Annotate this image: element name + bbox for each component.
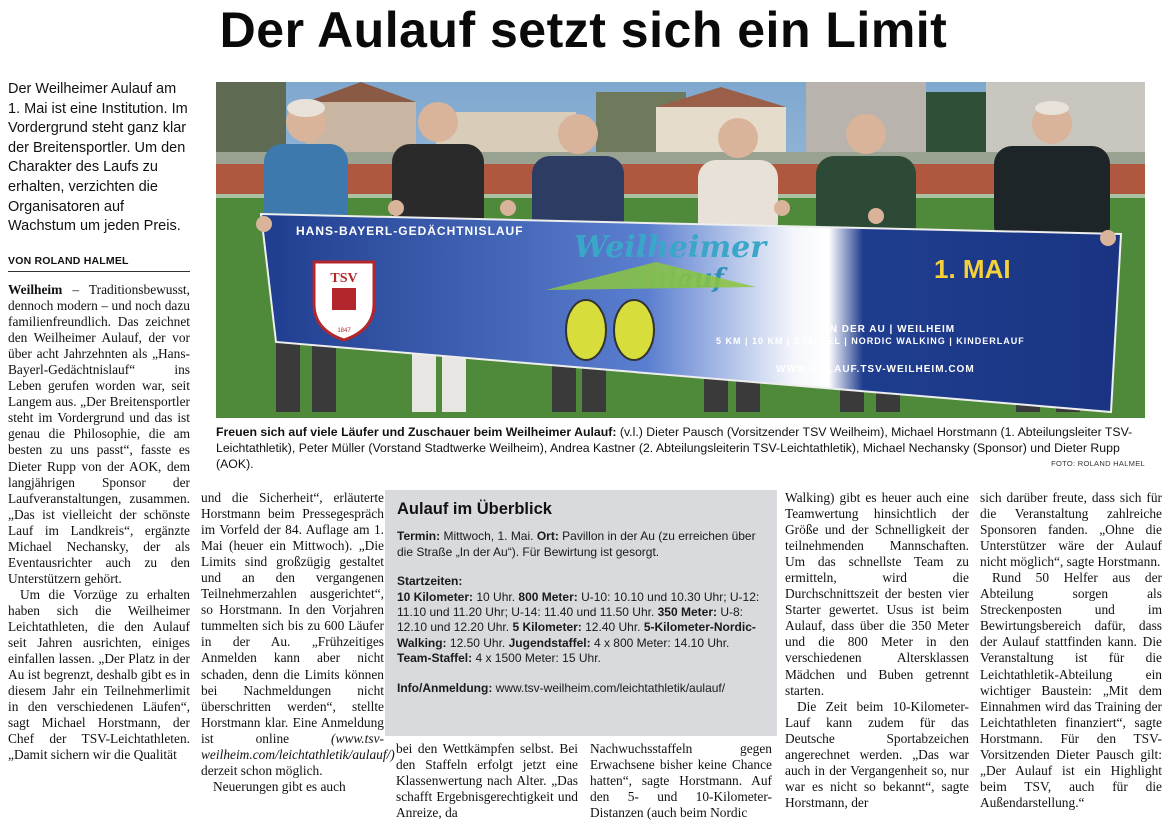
start-4-value: 12.40 Uhr. xyxy=(581,620,644,635)
start-3-label: 350 Meter: xyxy=(657,605,717,620)
dateline: Weilheim xyxy=(8,282,63,297)
info-box-termin xyxy=(397,529,765,560)
start-6-value: 4 x 800 Meter: 14.10 Uhr. xyxy=(590,635,730,650)
col2-paragraph-1-end: derzeit schon möglich. xyxy=(201,762,323,778)
byline: VON ROLAND HALMEL xyxy=(8,255,190,272)
col2-paragraph-1: und die Sicherheit“, erläuterte Horstmann beim Pressegespräch im Vorfeld der 84. Auflage am 1. Mai (heuer ein Mittwoch). „Die Limits sind großzügig gestaltet und an den vergangenen Teilnehmerzahlen ausgerichtet“, so Horstmann. In den Vorjahren tummelten sich bis zu 600 Läufer in der Au. „Frühzeitiges Anmelden kann aber nicht schaden, denn die Limits können bei Nachmeldungen nicht überschritten werden“, stellte Horstmann klar. Eine Anmeldung ist online xyxy=(201,490,384,746)
col2-url: (www.tsv-weilheim.com/leichtathletik/aulauf/) xyxy=(201,730,395,762)
photo-credit: FOTO: ROLAND HALMEL xyxy=(1051,459,1145,468)
article-column-1 xyxy=(8,282,190,763)
info-link[interactable]: www.tsv-weilheim.com/leichtathletik/aulauf/ xyxy=(492,680,726,695)
banner-title-1: Weilheimer xyxy=(574,230,767,265)
info-box-startzeiten xyxy=(397,574,765,666)
banner-disciplines: 5 KM | 10 KM | STAFFEL | NORDIC WALKING | KINDERLAUF xyxy=(716,336,1025,346)
info-box xyxy=(385,490,777,736)
article-column-3: bei den Wettkämpfen selbst. Bei den Staffeln erfolgt jetzt eine Klassenwertung nach Alter. „Das schafft Ergebnisgerechtigkeit und Anreize, da xyxy=(396,741,578,821)
logo-text: TSV xyxy=(330,271,358,286)
col6-paragraph-1: sich darüber freute, dass sich für die Veranstaltung zahlreiche Sponsoren fanden. „Ohne die Unterstützer wäre der Aulauf nicht möglich“, sagte Horstmann. xyxy=(980,490,1162,570)
ort-label: Ort: xyxy=(536,529,559,544)
photo-illustration xyxy=(216,82,1145,418)
start-5-label: 5-Kilometer-Nordic-Walking: xyxy=(397,620,756,650)
banner-date: 1. MAI xyxy=(934,254,1011,284)
headline: Der Aulauf setzt sich ein Limit xyxy=(219,2,948,58)
banner-url: WWW.AULAUF.TSV-WEILHEIM.COM xyxy=(776,364,975,375)
startzeiten-label: Startzeiten: xyxy=(397,574,463,589)
teaser: Der Weilheimer Aulauf am 1. Mai ist eine Institution. Im Vordergrund steht ganz klar der Breitensportler. Um den Charakter des Laufs zu erhalten, verzichten die Organisatoren auf Wachstum um jeden Preis. xyxy=(8,81,188,235)
info-label: Info/Anmeldung: xyxy=(397,680,493,695)
info-box-title: Aulauf im Überblick xyxy=(397,500,552,518)
banner-event-text: HANS-BAYERL-GEDÄCHTNISLAUF xyxy=(296,224,524,238)
article-column-6 xyxy=(980,490,1162,811)
ort-value: Pavillon in der Au (zu erreichen über die Straße „In der Au“). Für Bewirtung ist gesorgt. xyxy=(397,529,756,559)
start-1-label: 10 Kilometer: xyxy=(397,589,474,604)
termin-label: Termin: xyxy=(397,529,441,544)
start-4-label: 5 Kilometer: xyxy=(512,620,582,635)
start-1-value: 10 Uhr. xyxy=(473,589,519,604)
start-5-value: 12.50 Uhr. xyxy=(446,635,509,650)
info-box-anmeldung xyxy=(397,681,765,696)
col1-paragraph-1: – Traditionsbewusst, dennoch modern – und noch dazu familienfreundlich. Das zeichnet den Weilheimer Aulauf, der vor über acht Jahrzehnten als „Hans-Bayerl-Gedächtnislauf“ ins Leben gerufen worden war, seit Langem aus. „Der Breitensportler steht im Vordergrund und das ist genau die Philosophie, die am besten zu uns passt“, fasste es Dieter Rupp von der AOK, dem langjährigen Sponsor der Laufveranstaltungen, zusammen. „Das ist vielleicht der schönste Lauf im Landkreis“, ergänzte Michael Nechansky, der als Eventausrichter auch zu den Unterstützern gehört. xyxy=(8,282,190,586)
article-column-4: Nachwuchsstaffeln gegen Erwachsene bisher keine Chance hatten“, sagte Horstmann. Auf den 5- und 10-Kilometer-Distanzen (auch beim Nordic xyxy=(590,741,772,821)
article-column-2 xyxy=(201,490,395,795)
col5-paragraph-2: Die Zeit beim 10-Kilometer-Lauf kann zudem für das Deutsche Sportabzeichen angerechnet werden. „Das war auch in der Vergangenheit so, nur war es nicht so bekannt“, sagte Horstmann, der xyxy=(785,698,969,810)
termin-value: Mittwoch, 1. Mai. xyxy=(440,529,537,544)
start-7-value: 4 x 1500 Meter: 15 Uhr. xyxy=(472,651,601,666)
start-7-label: Team-Staffel: xyxy=(397,651,473,666)
start-6-label: Jugendstaffel: xyxy=(508,635,591,650)
start-2-value: U-10: 10.10 und 10.30 Uhr; U-12: 11.10 und 11.20 Uhr; U-14: 11.40 und 11.50 Uhr. xyxy=(397,589,760,620)
logo-year: 1847 xyxy=(337,328,351,334)
start-2-label: 800 Meter: xyxy=(518,589,578,604)
col6-paragraph-2: Rund 50 Helfer aus der Abteilung sorgen als Streckenposten und im Bewirtungsbereich dafür, dass der Aulauf stattfinden kann. Die Veranstaltung ist für die Leichtathletik-Abteilung ein wichtiger Baustein: „Mit dem Einnahmen wird das Training der Leichtathleten finanziert“, sagte Horstmann. Für den TSV-Vorsitzenden Dieter Pausch gilt: „Der Aulauf ist ein Highlight beim TSV, auch für die Außendarstellung.“ xyxy=(980,570,1162,810)
caption-lead: Freuen sich auf viele Läufer und Zuschauer beim Weilheimer Aulauf: xyxy=(216,425,617,439)
caption-text: (v.l.) Dieter Pausch (Vorsitzender TSV Weilheim), Michael Horstmann (1. Abteilungsleiter TSV-Leichtathletik), Peter Müller (Vorstand Stadtwerke Weilheim), Andrea Kastner (2. Abteilungsleiterin TSV-Leichtathletik), Michael Nechansky (Sponsor) und Dieter Rupp (AOK). xyxy=(216,425,1133,471)
banner-location: IN DER AU | WEILHEIM xyxy=(826,324,956,335)
article-column-5 xyxy=(785,490,969,811)
col1-paragraph-2: Um die Vorzüge zu erhalten haben sich die Weilheimer Leichtathleten, die den Aulauf seit Jahren ausrichten, einiges einfallen lassen. „Der Platz in der Au ist begrenzt, deshalb gibt es in diesem Jahr ein Teilnehmerlimit in den verschiedenen Läufen“, sagt Michael Horstmann, der Chef der TSV-Leichtathleten. „Damit sichern wir die Qualität xyxy=(8,586,190,763)
col2-paragraph-2: Neuerungen gibt es auch xyxy=(213,778,346,794)
col5-paragraph-1: Walking) gibt es heuer auch eine Teamwertung hinsichtlich der Größe und der Schnelligkeit der teilnehmenden Mannschaften. Um das schnellste Team zu ermitteln, wird die Durchschnittszeit der besten vier Starter gewertet. Usus ist beim Aulauf, dass über die 350 Meter und die 800 Meter in den verschiedenen Altersklassen Mädchen und Buben getrennt starten. xyxy=(785,490,969,698)
start-3-value: U-8: 12.10 und 12.20 Uhr. xyxy=(397,605,744,635)
photo xyxy=(216,82,1145,418)
